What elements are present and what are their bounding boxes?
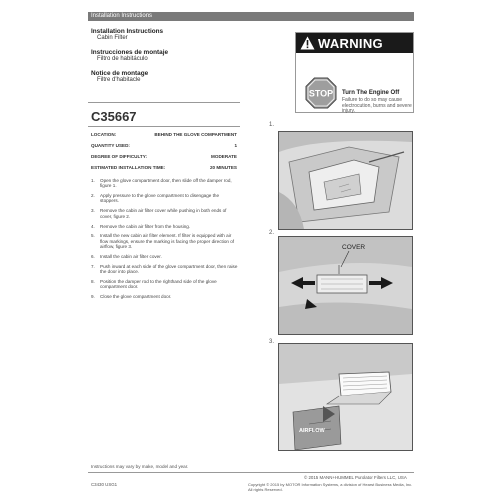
step-number: 7. (91, 263, 95, 269)
step-text: Remove the cabin air filter from the housing. (100, 223, 191, 229)
step-number: 8. (91, 279, 95, 285)
cover-label: COVER (342, 244, 366, 251)
spec-label: ESTIMATED INSTALLATION TIME: (91, 165, 166, 170)
header-bar (88, 12, 414, 21)
warning-heading: Turn The Engine Off (342, 90, 400, 96)
footer-copyright-2: Copyright © 2015 by MOTOR Information Systems, a division of Hearst Business Media, Inc. All rights Reserved. (248, 482, 413, 492)
list-item (91, 224, 239, 229)
list-item (91, 254, 239, 259)
step-text: Close the glove compartment door. (100, 294, 172, 300)
header-title: Installation Instructions (91, 13, 153, 19)
list-item (91, 178, 239, 189)
spec-location (91, 132, 237, 137)
subtitle-fr: Filtre d'habitacle (97, 77, 141, 83)
step-text: Remove the cabin air filter cover while pushing in both ends of cover, figure 2. (100, 208, 227, 219)
step-text: Apply pressure to the glove compartment to disengage the stoppers. (100, 193, 219, 204)
step-number: 2. (91, 193, 95, 199)
step-text: Push inward at each side of the glove compartment door, then raise the door into place. (100, 263, 238, 275)
list-item (91, 193, 239, 204)
footer-code: C3430 USG1 (91, 482, 118, 487)
spec-value: MODERATE (211, 154, 237, 159)
list-item (91, 279, 239, 290)
steps-list (91, 178, 239, 304)
figure-3-number: 3. (269, 339, 275, 345)
figure-3 (278, 343, 413, 451)
title-block-en (91, 28, 241, 42)
title-en: Installation Instructions (91, 28, 164, 35)
cover-removal-illustration (279, 237, 412, 334)
figure-1-number: 1. (269, 122, 275, 128)
figure-1 (278, 131, 413, 230)
step-number: 5. (91, 233, 95, 239)
spec-difficulty (91, 154, 237, 159)
footer-divider (88, 472, 414, 473)
divider (88, 102, 240, 103)
instruction-sheet (88, 12, 414, 492)
glove-box-illustration (279, 132, 412, 229)
list-item (91, 233, 239, 249)
part-number: C35667 (91, 109, 137, 124)
list-item (91, 208, 239, 219)
warning-box (295, 32, 414, 113)
step-text: Position the damper rod to the righthand side of the glove compartment door. (100, 279, 217, 290)
step-text: Install the cabin air filter cover. (100, 253, 162, 259)
step-number: 6. (91, 253, 95, 259)
warning-body: Failure to do so may cause electrocution, burns and severe injury. (342, 97, 412, 115)
step-text: Open the glove compartment door, then slide off the damper rod, figure 1. (100, 178, 232, 189)
stop-sign-icon (305, 77, 337, 109)
title-block-es (91, 49, 241, 63)
list-item (91, 294, 239, 299)
step-number: 1. (91, 178, 95, 183)
stop-label: STOP (308, 88, 334, 99)
title-es: Instrucciones de montaje (91, 49, 169, 56)
warning-title: WARNING (318, 36, 383, 51)
spec-time (91, 165, 237, 170)
title-block-fr (91, 70, 241, 84)
step-number: 9. (91, 294, 95, 300)
spec-value: 20 MINUTES (209, 165, 237, 170)
figure-2 (278, 236, 413, 335)
spec-label: LOCATION: (91, 132, 117, 137)
warning-triangle-icon (300, 36, 315, 50)
divider (88, 126, 240, 127)
step-number: 3. (91, 208, 95, 214)
title-fr: Notice de montage (91, 70, 149, 77)
warning-header (296, 33, 413, 53)
spec-label: DEGREE OF DIFFICULTY: (91, 154, 147, 159)
footer-note: Instructions may vary by make, model and year. (91, 464, 189, 469)
spec-quantity (91, 143, 237, 148)
filter-install-illustration (279, 344, 412, 450)
spec-label: QUANTITY USED: (91, 143, 130, 148)
list-item (91, 264, 239, 275)
subtitle-en: Cabin Filter (97, 35, 128, 41)
step-text: Install the new cabin air filter element. If filter is equipped with air flow markings, ensure the marking is facing the proper direction of airflow, figure 3. (100, 233, 235, 250)
figure-2-number: 2. (269, 230, 275, 236)
subtitle-es: Filtro de habitáculo (97, 56, 148, 62)
step-number: 4. (91, 223, 95, 229)
spec-value: 1 (234, 143, 237, 148)
spec-value: BEHIND THE GLOVE COMPARTMENT (154, 132, 237, 137)
footer-copyright-1: © 2015 MANN+HUMMEL Purolator Filters LLC, USA (304, 475, 407, 480)
airflow-label: AIRFLOW (299, 428, 325, 434)
